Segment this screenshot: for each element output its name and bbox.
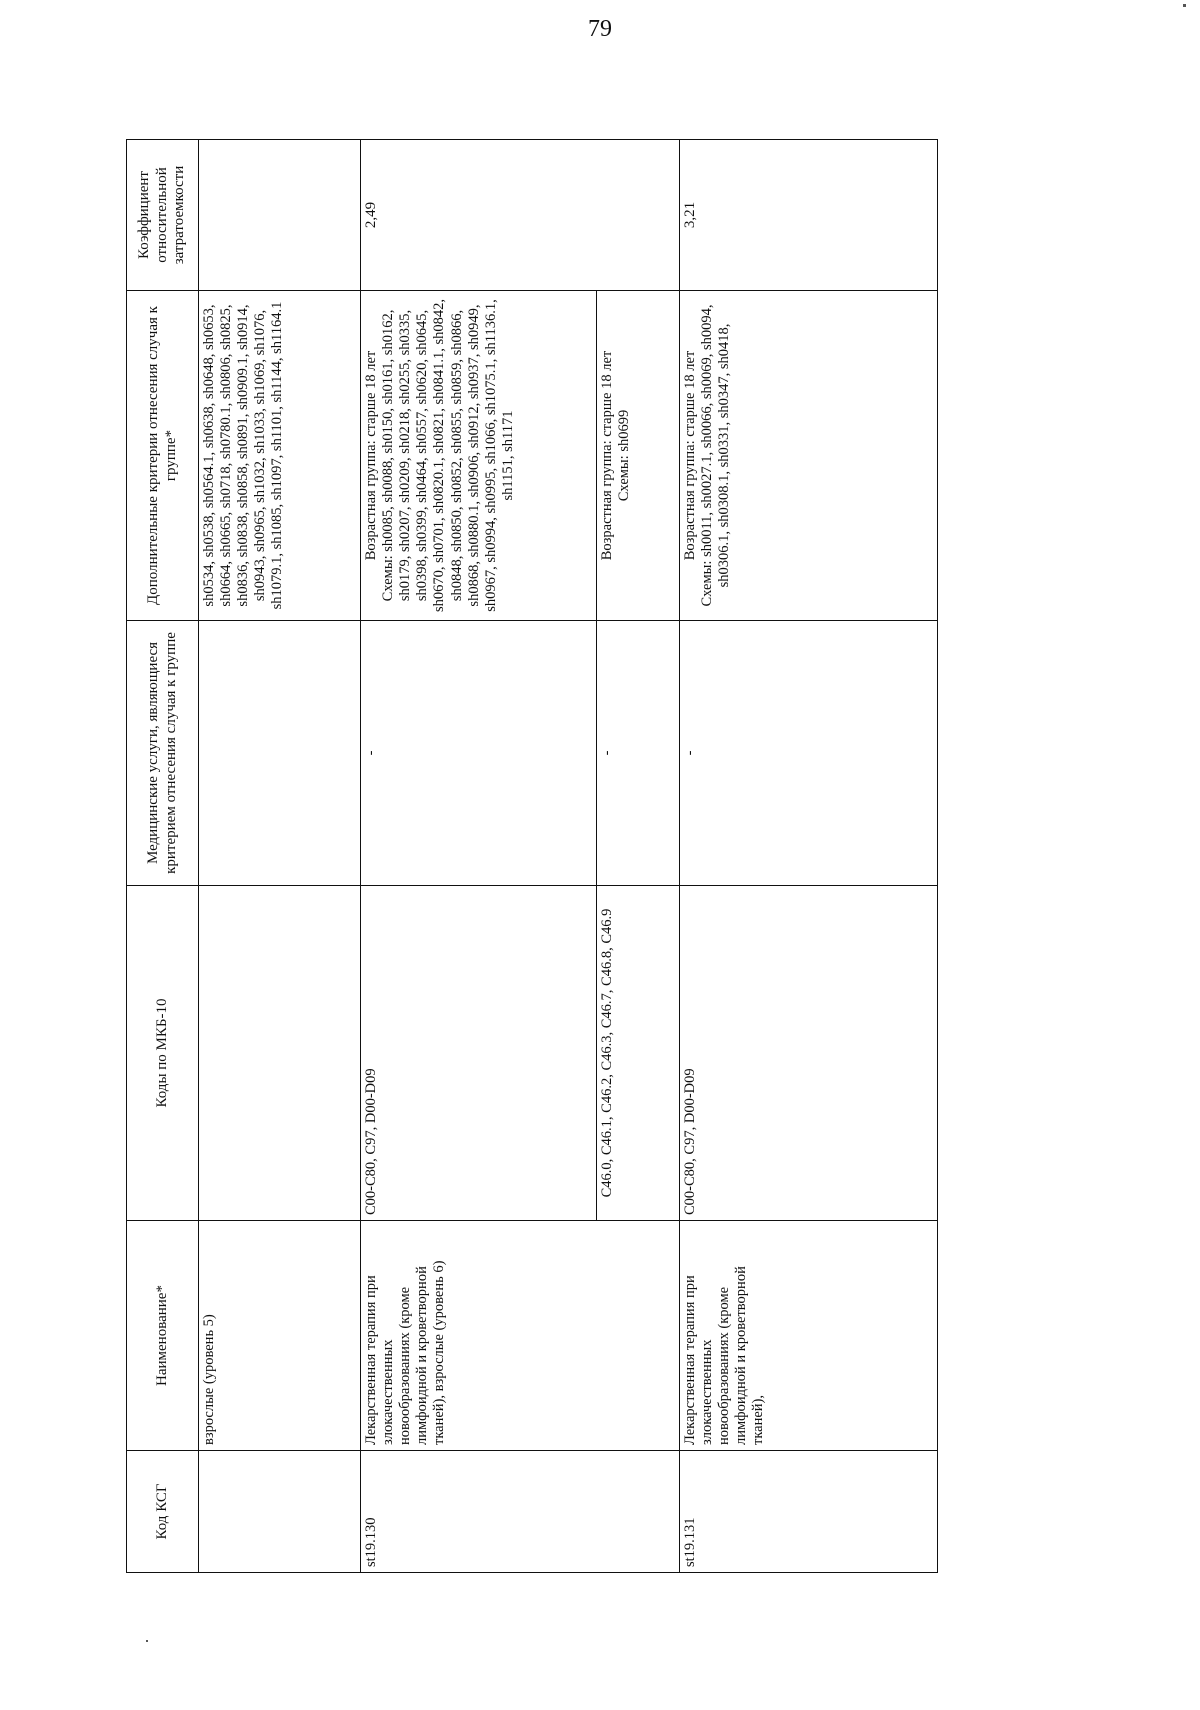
row3-extra xyxy=(680,291,938,621)
row2a-extra xyxy=(361,291,597,621)
row1-name: взрослые (уровень 5) xyxy=(199,1221,361,1451)
row2b-services: - xyxy=(597,621,680,886)
row2a-schemes: Схемы: sh0085, sh0088, sh0150, sh0161, sh0162, sh0179, sh0207, sh0209, sh0218, sh0255, sh0335, sh0398, sh0399, sh0464, sh0557, sh0620, sh0645, sh0670, sh0701, sh0820.1, sh0821, sh0841.1, sh0842, sh0848, sh0850, sh0852, sh0855, sh0859, sh0866, sh0868, sh0880.1, sh0906, sh0912, sh0937, sh0949, sh0967, sh0994, sh0995, sh1066, sh1075.1, sh1136.1, sh1151, sh1171 xyxy=(380,299,516,612)
row1-coef xyxy=(199,140,361,291)
table-row xyxy=(361,140,597,1573)
header-code: Код КСГ xyxy=(127,1451,199,1573)
row2a-age-group: Возрастная группа: старше 18 лет xyxy=(363,350,379,561)
rotated-table-wrapper xyxy=(126,140,937,1573)
row2-name: Лекарственная терапия при злокачественных новообразованиях (кроме лимфоидной и кроветворной тканей), взрослые (уровень 6) xyxy=(361,1221,680,1451)
row3-code: st19.131 xyxy=(680,1451,938,1573)
scan-speck xyxy=(1183,4,1186,7)
table-header-row xyxy=(127,140,199,1573)
header-name: Наименование* xyxy=(127,1221,199,1451)
row2b-extra xyxy=(597,291,680,621)
header-coef: Коэффициент относительной затратоемкости xyxy=(127,140,199,291)
table-row xyxy=(199,140,361,1573)
ksg-table xyxy=(126,139,938,1573)
row2a-services: - xyxy=(361,621,597,886)
row3-schemes: Схемы: sh0011, sh0027.1, sh0066, sh0069, sh0094, sh0306.1, sh0308.1, sh0331, sh0347, sh0418, xyxy=(699,304,733,607)
row2b-age-group: Возрастная группа: старше 18 лет xyxy=(599,350,615,561)
header-icd: Коды по МКБ-10 xyxy=(127,886,199,1221)
table-row xyxy=(680,140,938,1573)
row1-code xyxy=(199,1451,361,1573)
row1-extra: sh0534, sh0538, sh0564.1, sh0638, sh0648, sh0653, sh0664, sh0665, sh0718, sh0780.1, sh0806, sh0825, sh0836, sh0838, sh0858, sh0891, sh0909.1, sh0914, sh0943, sh0965, sh1032, sh1033, sh1069, sh1076, sh1079.1, sh1085, sh1097, sh1101, sh1144, sh1164.1 xyxy=(199,291,361,621)
row2b-schemes: Схемы: sh0699 xyxy=(616,409,633,502)
row2a-icd: C00-C80, C97, D00-D09 xyxy=(361,886,597,1221)
row2b-icd: C46.0, C46.1, C46.2, C46.3, C46.7, C46.8, C46.9 xyxy=(597,886,680,1221)
row3-age-group: Возрастная группа: старше 18 лет xyxy=(682,350,698,561)
row2-coef: 2,49 xyxy=(361,140,680,291)
row1-services xyxy=(199,621,361,886)
row3-services: - xyxy=(680,621,938,886)
row2-code: st19.130 xyxy=(361,1451,680,1573)
row3-coef: 3,21 xyxy=(680,140,938,291)
header-services: Медицинские услуги, являющиеся критерием отнесения случая к группе xyxy=(127,621,199,886)
row1-icd xyxy=(199,886,361,1221)
scan-speck xyxy=(146,1640,148,1642)
page-number: 79 xyxy=(588,16,612,42)
row3-name: Лекарственная терапия при злокачественных новообразованиях (кроме лимфоидной и кроветворной тканей), xyxy=(680,1221,938,1451)
header-extra: Дополнительные критерии отнесения случая к группе* xyxy=(127,291,199,621)
row3-icd: C00-C80, C97, D00-D09 xyxy=(680,886,938,1221)
